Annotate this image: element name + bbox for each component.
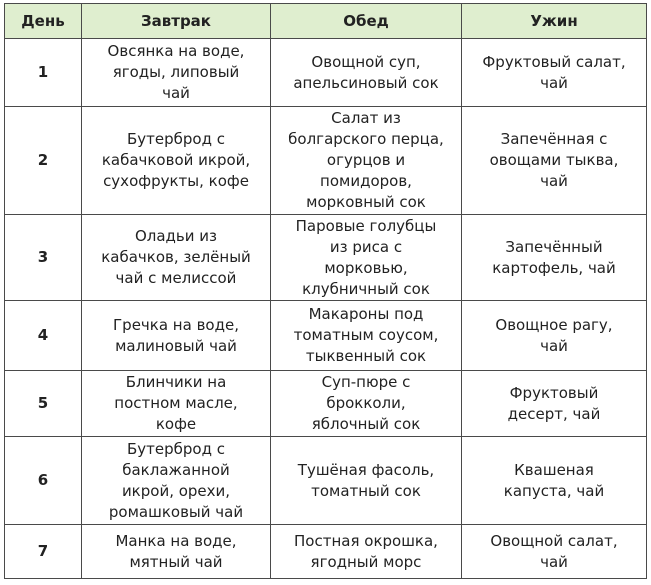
lunch-cell	[271, 107, 462, 215]
lunch-text: Макароны под томатным соусом, тыквенный сок	[293, 305, 439, 365]
table-row	[5, 215, 647, 301]
meal-plan-table	[4, 3, 647, 579]
lunch-cell	[271, 215, 462, 301]
dinner-cell	[462, 371, 647, 437]
dinner-text: Фруктовый салат, чай	[482, 52, 626, 92]
header-breakfast: Завтрак	[82, 4, 271, 39]
dinner-text: Овощное рагу, чай	[495, 315, 613, 355]
breakfast-text: Бутерброд с баклажанной икрой, орехи, ромашковый чай	[108, 439, 244, 521]
breakfast-cell	[82, 371, 271, 437]
day-number: 1	[5, 39, 82, 107]
table-row	[5, 39, 647, 107]
table-row	[5, 301, 647, 371]
dinner-cell	[462, 107, 647, 215]
lunch-text: Тушёная фасоль, томатный сок	[297, 460, 435, 500]
breakfast-text: Овсянка на воде, ягоды, липовый чай	[107, 42, 245, 102]
lunch-text: Салат из болгарского перца, огурцов и помидоров, морковный сок	[288, 109, 444, 211]
dinner-text: Овощной салат, чай	[490, 531, 618, 571]
breakfast-cell	[82, 525, 271, 579]
table-row	[5, 107, 647, 215]
header-lunch: Обед	[271, 4, 462, 39]
header-day: День	[5, 4, 82, 39]
lunch-cell	[271, 525, 462, 579]
dinner-text: Квашеная капуста, чай	[503, 460, 605, 500]
header-row	[5, 4, 647, 39]
lunch-text: Суп-пюре с брокколи, яблочный сок	[311, 373, 421, 433]
breakfast-cell	[82, 107, 271, 215]
dinner-cell	[462, 525, 647, 579]
breakfast-cell	[82, 301, 271, 371]
lunch-text: Овощной суп, апельсиновый сок	[293, 52, 439, 92]
lunch-cell	[271, 437, 462, 525]
lunch-cell	[271, 39, 462, 107]
lunch-text: Паровые голубцы из риса с морковью, клубничный сок	[295, 216, 437, 298]
day-number: 3	[5, 215, 82, 301]
dinner-cell	[462, 301, 647, 371]
lunch-cell	[271, 371, 462, 437]
lunch-text: Постная окрошка, ягодный морс	[294, 531, 438, 571]
breakfast-cell	[82, 215, 271, 301]
breakfast-text: Блинчики на постном масле, кофе	[114, 373, 238, 433]
header-dinner: Ужин	[462, 4, 647, 39]
breakfast-text: Манка на воде, мятный чай	[115, 531, 237, 571]
table-row	[5, 437, 647, 525]
table-row	[5, 525, 647, 579]
dinner-cell	[462, 215, 647, 301]
dinner-text: Фруктовый десерт, чай	[507, 383, 601, 423]
day-number: 2	[5, 107, 82, 215]
breakfast-cell	[82, 437, 271, 525]
breakfast-text: Оладьи из кабачков, зелёный чай с мелиссой	[101, 227, 251, 287]
day-number: 4	[5, 301, 82, 371]
breakfast-cell	[82, 39, 271, 107]
lunch-cell	[271, 301, 462, 371]
day-number: 5	[5, 371, 82, 437]
breakfast-text: Бутерброд с кабачковой икрой, сухофрукты, кофе	[101, 130, 251, 190]
table-row	[5, 371, 647, 437]
dinner-cell	[462, 437, 647, 525]
dinner-text: Запечённая с овощами тыква, чай	[489, 130, 619, 190]
day-number: 6	[5, 437, 82, 525]
dinner-text: Запечённый картофель, чай	[492, 237, 616, 277]
breakfast-text: Гречка на воде, малиновый чай	[113, 315, 239, 355]
day-number: 7	[5, 525, 82, 579]
dinner-cell	[462, 39, 647, 107]
